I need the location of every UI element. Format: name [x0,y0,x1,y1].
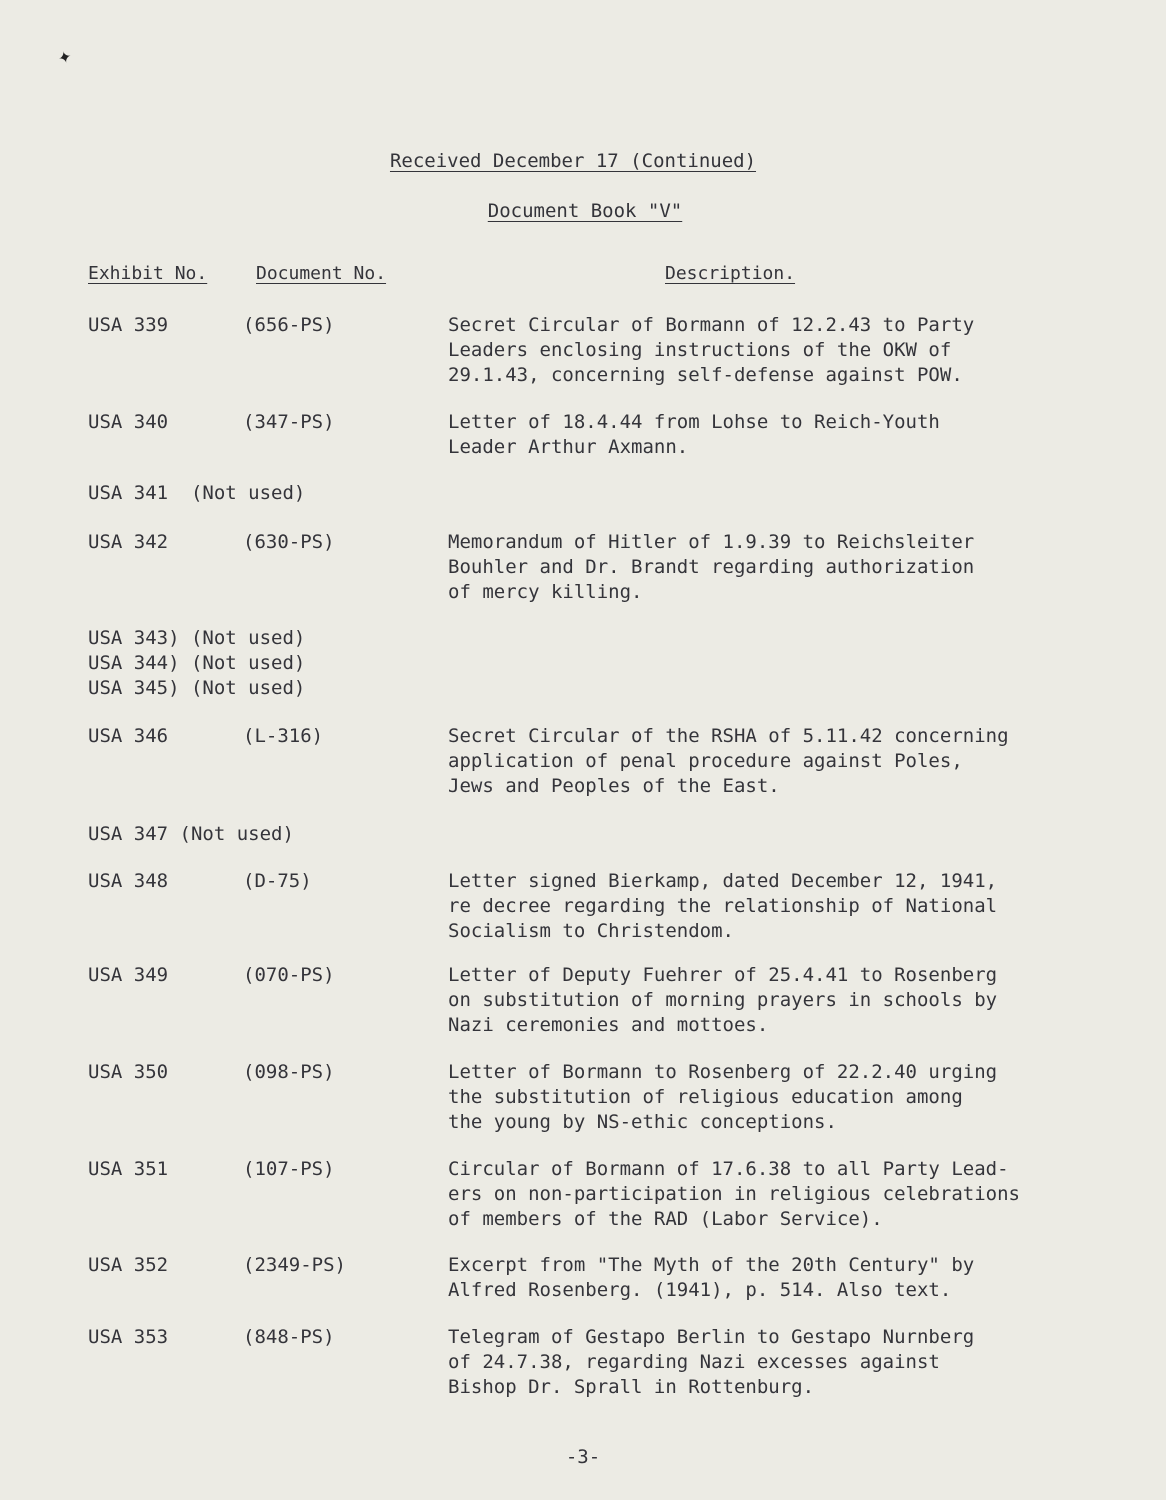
exhibit-number: USA 342 [88,531,169,553]
description: Letter signed Bierkamp, dated December 12, 1941, re decree regarding the relationship of National Socialism to Christendom. [448,870,998,942]
pen-mark-icon: ✦ [54,42,75,71]
exhibit-number: USA 350 [88,1061,169,1083]
description: Letter of 18.4.44 from Lohse to Reich-Youth Leader Arthur Axmann. [448,411,940,458]
exhibit-number: USA 349 [88,964,169,986]
page-subtitle: Document Book "V" [487,200,683,222]
document-number: (070-PS) [243,964,335,986]
document-number: (L-316) [243,725,324,747]
document-number: (098-PS) [243,1061,335,1083]
column-header-exhibit: Exhibit No. [88,263,208,284]
exhibit-number: USA 351 [88,1158,169,1180]
description: Circular of Bormann of 17.6.38 to all Party Lead- ers on non-participation in religious celebrations of members of the RAD (Labor Service). [448,1158,1020,1230]
column-header-description: Description. [665,263,796,284]
document-number: (848-PS) [243,1326,335,1348]
description: Letter of Bormann to Rosenberg of 22.2.40 urging the substitution of religious education among the young by NS-ethic conceptions. [448,1061,998,1133]
description: Telegram of Gestapo Berlin to Gestapo Nurnberg of 24.7.38, regarding Nazi excesses against Bishop Dr. Sprall in Rottenburg. [448,1326,975,1398]
not-used-note: USA 343) (Not used) USA 344) (Not used) USA 345) (Not used) [88,627,306,699]
exhibit-number: USA 348 [88,870,169,892]
exhibit-number: USA 339 [88,314,169,336]
document-number: (2349-PS) [243,1254,346,1276]
document-number: (D-75) [243,870,312,892]
description: Secret Circular of Bormann of 12.2.43 to Party Leaders enclosing instructions of the OKW of 29.1.43, concerning self-defense against POW. [448,314,975,386]
document-number: (656-PS) [243,314,335,336]
exhibit-number: USA 340 [88,411,169,433]
exhibit-number: USA 352 [88,1254,169,1276]
column-header-document: Document No. [256,263,387,284]
description: Secret Circular of the RSHA of 5.11.42 concerning application of penal procedure against Poles, Jews and Peoples of the East. [448,725,1009,797]
not-used-note: USA 347 (Not used) [88,823,294,845]
exhibit-number: USA 346 [88,725,169,747]
not-used-note: USA 341 (Not used) [88,482,306,504]
description: Memorandum of Hitler of 1.9.39 to Reichsleiter Bouhler and Dr. Brandt regarding authorization of mercy killing. [448,531,975,603]
exhibit-number: USA 353 [88,1326,169,1348]
page-number: -3- [565,1446,601,1468]
document-number: (107-PS) [243,1158,335,1180]
page-title: Received December 17 (Continued) [389,150,757,172]
description: Excerpt from "The Myth of the 20th Century" by Alfred Rosenberg. (1941), p. 514. Also text. [448,1254,975,1301]
document-number: (630-PS) [243,531,335,553]
document-number: (347-PS) [243,411,335,433]
description: Letter of Deputy Fuehrer of 25.4.41 to Rosenberg on substitution of morning prayers in schools by Nazi ceremonies and mottoes. [448,964,998,1036]
